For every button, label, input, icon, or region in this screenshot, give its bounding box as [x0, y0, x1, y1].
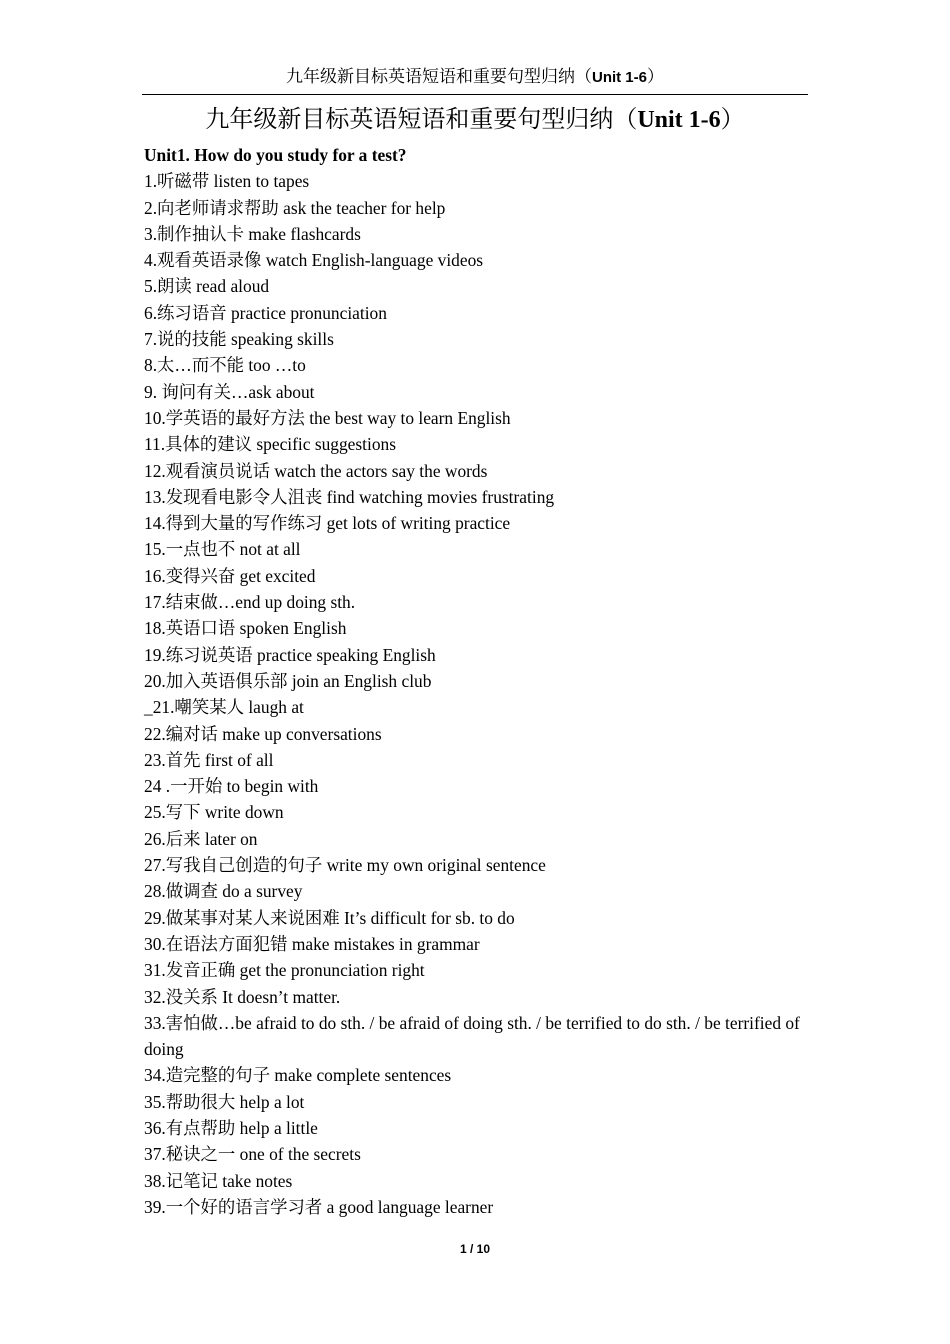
- running-header-unit: Unit 1-6: [591, 69, 647, 86]
- header-divider: [142, 94, 808, 95]
- phrase-item: 24 .一开始 to begin with: [144, 776, 319, 797]
- running-header: [142, 66, 808, 89]
- phrase-item: 4.观看英语录像 watch English-language videos: [144, 250, 484, 271]
- phrase-item: 23.首先 first of all: [144, 749, 274, 770]
- phrase-item: 33.害怕做…be afraid to do sth. / be afraid of doing sth. / be terrified to do sth. / be terrified of doing: [144, 1012, 800, 1060]
- phrase-item: 3.制作抽认卡 make flashcards: [144, 223, 361, 244]
- phrase-item: 8.太…而不能 too …to: [144, 355, 306, 376]
- title-suffix: ）: [720, 107, 745, 133]
- phrase-item: 26.后来 later on: [144, 828, 258, 849]
- phrase-item: 9. 询问有关…ask about: [144, 381, 315, 402]
- phrase-item: 30.在语法方面犯错 make mistakes in grammar: [144, 933, 480, 954]
- title-unit: Unit 1-6: [637, 107, 721, 133]
- phrase-item: 10.学英语的最好方法 the best way to learn English: [144, 407, 511, 428]
- document-body: [144, 142, 810, 1220]
- phrase-item: 7.说的技能 speaking skills: [144, 329, 334, 350]
- phrase-item: 32.没关系 It doesn’t matter.: [144, 986, 341, 1007]
- phrase-item: 11.具体的建议 specific suggestions: [144, 434, 396, 455]
- phrase-item: 36.有点帮助 help a little: [144, 1117, 318, 1138]
- phrase-item: 29.做某事对某人来说困难 It’s difficult for sb. to do: [144, 907, 515, 928]
- phrase-item: 28.做调查 do a survey: [144, 881, 303, 902]
- phrase-item: 2.向老师请求帮助 ask the teacher for help: [144, 197, 446, 218]
- phrase-item: 20.加入英语俱乐部 join an English club: [144, 670, 432, 691]
- phrase-item: 18.英语口语 spoken English: [144, 618, 347, 639]
- running-header-text: 九年级新目标英语短语和重要句型归纳（: [285, 67, 592, 86]
- phrase-item: 31.发音正确 get the pronunciation right: [144, 960, 425, 981]
- phrase-list: [144, 168, 810, 1220]
- phrase-item: 16.变得兴奋 get excited: [144, 565, 316, 586]
- phrase-item: 19.练习说英语 practice speaking English: [144, 644, 436, 665]
- phrase-item: 14.得到大量的写作练习 get lots of writing practice: [144, 513, 511, 534]
- phrase-item: 37.秘诀之一 one of the secrets: [144, 1144, 361, 1165]
- phrase-item: 6.练习语音 practice pronunciation: [144, 302, 387, 323]
- phrase-item: 27.写我自己创造的句子 write my own original sentence: [144, 855, 546, 876]
- phrase-item: 38.记笔记 take notes: [144, 1170, 293, 1191]
- phrase-item: _21.嘲笑某人 laugh at: [144, 697, 304, 718]
- running-header-close: ）: [647, 67, 664, 86]
- phrase-item: 35.帮助很大 help a lot: [144, 1091, 305, 1112]
- phrase-item: 12.观看演员说话 watch the actors say the words: [144, 460, 488, 481]
- phrase-item: 34.造完整的句子 make complete sentences: [144, 1065, 452, 1086]
- phrase-item: 5.朗读 read aloud: [144, 276, 270, 297]
- unit-heading: Unit1. How do you study for a test?: [144, 145, 407, 165]
- page-number: 1 / 10: [459, 1242, 491, 1256]
- title-prefix: 九年级新目标英语短语和重要句型归纳（: [205, 107, 638, 133]
- phrase-item: 22.编对话 make up conversations: [144, 723, 382, 744]
- phrase-item: 39.一个好的语言学习者 a good language learner: [144, 1196, 494, 1217]
- phrase-item: 1.听磁带 listen to tapes: [144, 171, 310, 192]
- phrase-item: 13.发现看电影令人沮丧 find watching movies frustrating: [144, 486, 555, 507]
- phrase-item: 15.一点也不 not at all: [144, 539, 301, 560]
- document-title: [142, 104, 808, 136]
- phrase-item: 25.写下 write down: [144, 802, 284, 823]
- phrase-item: 17.结束做…end up doing sth.: [144, 592, 356, 613]
